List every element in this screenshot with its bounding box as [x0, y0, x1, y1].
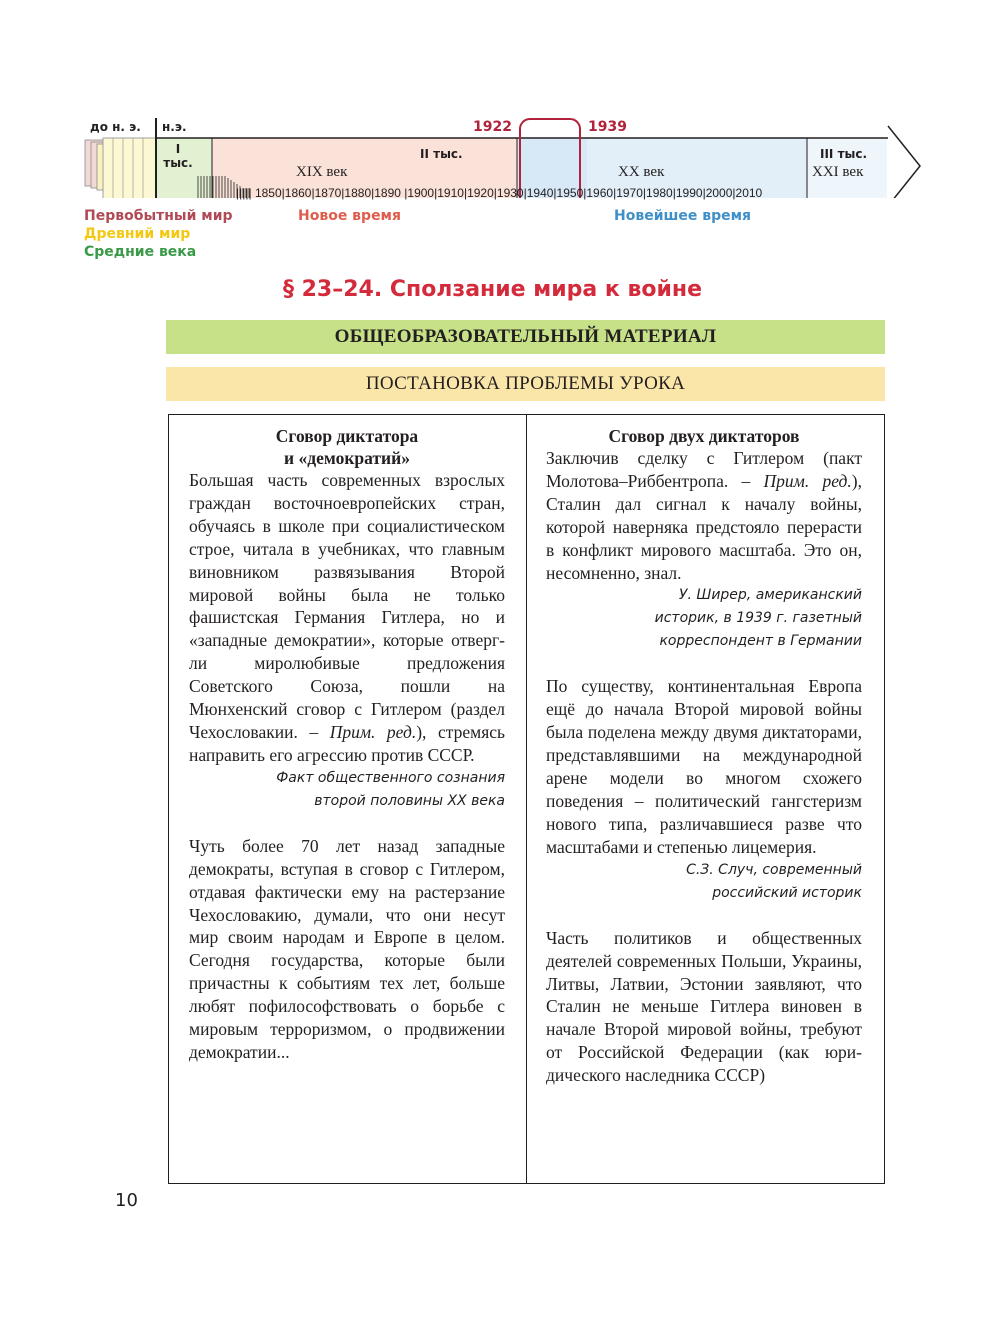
- left-para1-text: Большая часть современных взрослых граждан восточноевропейских стран, обучаясь в школе при социалистическом строе, читала в учебниках, что главным виновником развязывания Второй мировой войны была не только фашистская Германия Гитлера, но и «западные демократии», которые отвергли миролюбивые предложения Советского Союза, пошли на Мюнхенский сговор с Гитлером (раздел Чехословакии. –: [189, 470, 505, 742]
- decade-label: 1850: [254, 186, 282, 200]
- era-middle-ages: Средние века: [84, 244, 197, 260]
- right-source-1-line3: корреспондент в Германии: [659, 633, 862, 650]
- decade-label: 1960: [586, 186, 614, 200]
- right-paragraph-3: Часть политиков и общественных деятелей современных Польши, Украины, Литвы, Латвии, Эстонии заявляют, что Сталин не меньше Гитлера виновен в начале Второй мировой войны, требуют от Российской Федерации (как юридического наследника СССР): [546, 927, 862, 1086]
- right-column: [546, 425, 862, 1087]
- right-source-2-line1: С.З. Случ, современный: [686, 861, 862, 878]
- century-20: XX век: [618, 164, 665, 180]
- first-millennium: I тыс.: [163, 142, 193, 170]
- right-paragraph-1: [546, 447, 862, 584]
- left-source-1-line2: второй половины XX века: [314, 792, 505, 809]
- left-column: [189, 425, 505, 1064]
- century-19: XIX век: [296, 164, 348, 180]
- right-para1-text: Заключив сделку с Гитлером (пакт Молотова–Риббентропа. –: [546, 448, 862, 491]
- decade-label: 1870: [314, 186, 342, 200]
- left-heading-line2: и «демократий»: [284, 448, 410, 468]
- section-band-problem: ПОСТАНОВКА ПРОБЛЕМЫ УРОКА: [166, 367, 885, 401]
- era-ancient: Древний мир: [84, 226, 191, 242]
- era-primitive: Первобытный мир: [84, 208, 233, 224]
- decade-label: 1980: [646, 186, 673, 200]
- decade-label: 1900: [407, 186, 435, 200]
- decade-label: 1910: [437, 186, 464, 200]
- column-divider: [526, 415, 527, 1183]
- decade-label: 1860: [284, 186, 312, 200]
- editor-note: Прим. ред.: [329, 721, 417, 742]
- decade-ticks: ||||| 1850|1860|1870|1880|1890 |1900|1910|1920|1930|1940|1950|1960|1970|1980|1990|2000|2010: [236, 186, 763, 200]
- left-paragraph-1: [189, 469, 505, 767]
- decade-label: 1930: [496, 186, 524, 200]
- decade-label: 1950: [556, 186, 584, 200]
- left-paragraph-2: Чуть более 70 лет назад западные демократы, вступая в сговор с Гитлером, отдавая фактически ему на растерзание Чехословакию, думали, что они несут мир своим народам и Европе в целом. Сегодня государства, которые были причастны к событиям тех лет, больше любят пофилософствовать о борьбе с мировым терроризмом, о продвижении демократии...: [189, 835, 505, 1062]
- section-band-general: ОБЩЕОБРАЗОВАТЕЛЬНЫЙ МАТЕРИАЛ: [166, 320, 885, 354]
- right-source-1-line2: историк, в 1939 г. газетный: [654, 610, 862, 627]
- decade-label: 1940: [526, 186, 554, 200]
- left-para1-end: ), стремясь направить его агрессию против СССР.: [189, 721, 505, 765]
- sources-table: [168, 414, 885, 1184]
- bc-label: до н. э.: [90, 120, 141, 134]
- page-title: § 23–24. Сползание мира к войне: [282, 277, 703, 302]
- decade-label: 2010: [735, 186, 763, 200]
- right-paragraph-2: По существу, континентальная Европа ещё до начала Второй мировой войны была поделена между двумя диктаторами, представлявшими на международной арене модели во многом схожего поведения – политический гангстеризм нового типа, различавшиеся разве что масштабами и степенью лицемерия.: [546, 676, 862, 857]
- left-source-1-line1: Факт общественного сознания: [276, 769, 505, 786]
- right-source-1-line1: У. Ширер, американский: [678, 587, 862, 604]
- century-21: XXI век: [812, 164, 864, 180]
- third-millennium: III тыс.: [820, 147, 868, 161]
- year-1939: 1939: [588, 119, 627, 135]
- decade-label: 1920: [467, 186, 494, 200]
- page-number: 10: [115, 1190, 138, 1211]
- decade-label: 1990: [675, 186, 703, 200]
- decade-label: 1890: [374, 186, 401, 200]
- editor-note: Прим. ред.: [763, 470, 852, 491]
- ad-label: н.э.: [162, 120, 187, 134]
- right-source-2-line2: российский историк: [712, 884, 862, 901]
- timeline: [80, 118, 925, 228]
- decade-label: 1970: [616, 186, 643, 200]
- right-heading: Сговор двух диктаторов: [608, 426, 800, 446]
- decade-label: 2000: [705, 186, 733, 200]
- second-millennium: II тыс.: [420, 147, 463, 161]
- decade-label: 1880: [344, 186, 372, 200]
- era-recent: Новейшее время: [614, 208, 752, 224]
- year-1922: 1922: [473, 119, 512, 135]
- left-heading-line1: Сговор диктатора: [275, 426, 419, 446]
- era-modern: Новое время: [298, 208, 401, 224]
- right-para1-end: ), Сталин дал сигнал к началу войны, которой наверняка предстояло перерасти в конфликт мирового масштаба. Это он, несомненно, знал.: [546, 470, 862, 583]
